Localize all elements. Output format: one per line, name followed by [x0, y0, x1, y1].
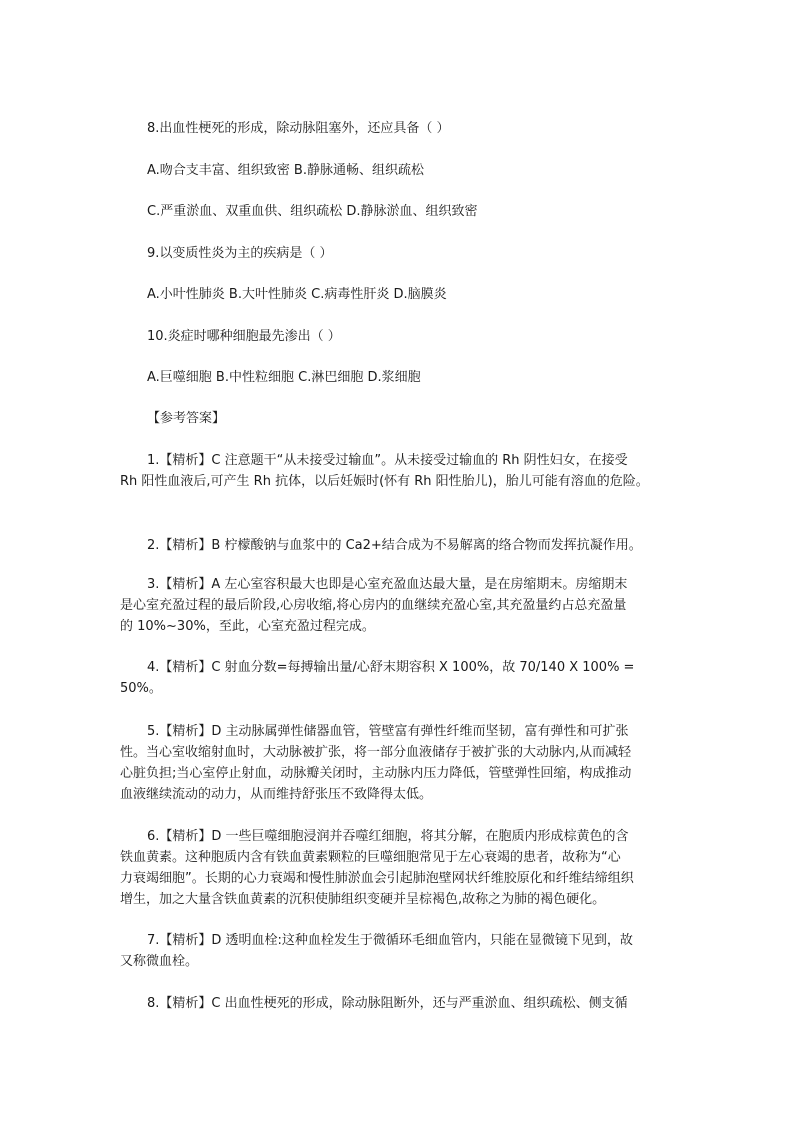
answer-6-line-4: 增生，加之大量含铁血黄素的沉积使肺组织变硬并呈棕褐色,故称之为肺的褐色硬化。: [120, 892, 606, 907]
question-10-options: A.巨噬细胞 B.中性粒细胞 C.淋巴细胞 D.浆细胞: [147, 370, 421, 385]
question-8-stem: 8.出血性梗死的形成，除动脉阻塞外，还应具备（ ）: [147, 121, 450, 136]
question-9-options: A.小叶性肺炎 B.大叶性肺炎 C.病毒性肝炎 D.脑膜炎: [147, 287, 447, 302]
answer-5: [120, 721, 676, 805]
answer-3: [120, 574, 676, 637]
answer-1: [120, 450, 676, 492]
answer-3-line-2: 是心室充盈过程的最后阶段,心房收缩,将心房内的血继续充盈心室,其充盈量约占总充盈量: [120, 598, 627, 613]
question-9-stem: 9.以变质性炎为主的疾病是（ ）: [147, 246, 333, 261]
answer-6: [120, 826, 676, 910]
answer-1-line-2: Rh 阳性血液后,可产生 Rh 抗体，以后妊娠时(怀有 Rh 阳性胎儿)，胎儿可能有溶血的危险。: [120, 474, 649, 489]
answer-5-line-2: 性。当心室收缩射血时，大动脉被扩张，将一部分血液储存于被扩张的大动脉内,从而减轻: [120, 745, 632, 760]
answer-5-line-1: 5.【精析】D 主动脉属弹性储器血管，管壁富有弹性纤维而坚韧，富有弹性和可扩张: [147, 724, 629, 739]
answer-8: [120, 993, 676, 1014]
answer-7-line-2: 又称微血栓。: [120, 954, 199, 969]
answer-6-line-3: 力衰竭细胞”。长期的心力衰竭和慢性肺淤血会引起肺泡壁网状纤维胶原化和纤维结缔组织: [120, 871, 634, 886]
answer-2: [120, 535, 676, 556]
answer-4-line-1: 4.【精析】C 射血分数=每搏输出量/心舒末期容积 X 100%，故 70/140 X 100% =: [147, 660, 635, 675]
question-8-options-ab: A.吻合支丰富、组织致密 B.静脉通畅、组织疏松: [147, 163, 424, 178]
answer-7-line-1: 7.【精析】D 透明血栓:这种血栓发生于微循环毛细血管内，只能在显微镜下见到，故: [147, 933, 633, 948]
answers-heading: 【参考答案】: [147, 411, 226, 426]
answer-3-line-1: 3.【精析】A 左心室容积最大也即是心室充盈血达最大量，是在房缩期末。房缩期末: [147, 577, 628, 592]
question-10-stem: 10.炎症时哪种细胞最先渗出（ ）: [147, 329, 341, 344]
answer-1-line-1: 1.【精析】C 注意题干“从未接受过输血”。从未接受过输血的 Rh 阴性妇女，在接受: [147, 453, 628, 468]
answer-4-line-2: 50%。: [120, 681, 162, 696]
answer-5-line-4: 血液继续流动的动力，从而维持舒张压不致降得太低。: [120, 787, 433, 802]
answer-3-line-3: 的 10%~30%，至此，心室充盈过程完成。: [120, 619, 375, 634]
answer-5-line-3: 心脏负担;当心室停止射血，动脉瓣关闭时，主动脉内压力降低，管壁弹性回缩，构成推动: [120, 766, 632, 781]
answer-4: [120, 657, 676, 699]
answer-2-line-1: 2.【精析】B 柠檬酸钠与血浆中的 Ca2+结合成为不易解离的络合物而发挥抗凝作用。: [147, 538, 642, 553]
answer-6-line-1: 6.【精析】D 一些巨噬细胞浸润并吞噬红细胞，将其分解，在胞质内形成棕黄色的含: [147, 829, 629, 844]
answer-8-line-1: 8.【精析】C 出血性梗死的形成，除动脉阻断外，还与严重淤血、组织疏松、侧支循: [147, 996, 628, 1011]
answer-7: [120, 930, 676, 972]
question-8-options-cd: C.严重淤血、双重血供、组织疏松 D.静脉淤血、组织致密: [147, 204, 478, 219]
answer-6-line-2: 铁血黄素。这种胞质内含有铁血黄素颗粒的巨噬细胞常见于左心衰竭的患者，故称为“心: [120, 850, 621, 865]
